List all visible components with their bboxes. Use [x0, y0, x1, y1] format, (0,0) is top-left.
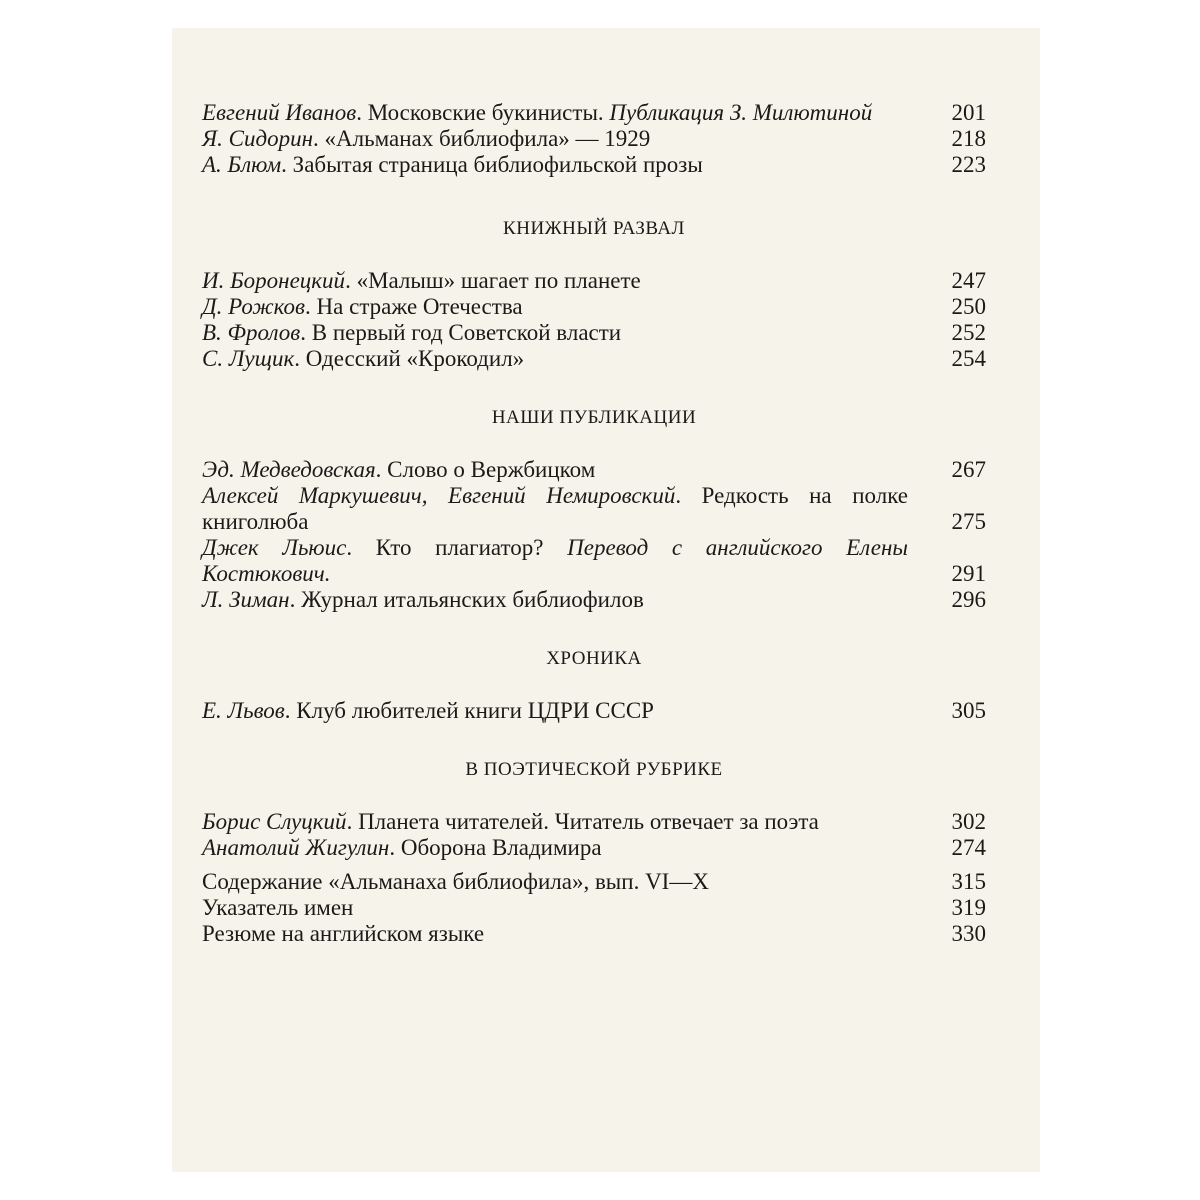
entry-author: Д. Рожков: [202, 294, 306, 319]
entry-title: Одесский «Крокодил»: [305, 346, 525, 371]
entry-page-number: 201: [951, 100, 986, 125]
entry-page-number: 267: [951, 457, 986, 482]
toc-entry: [202, 869, 986, 895]
toc-entry: И. Боронецкий. «Малыш» шагает по планете 247: [202, 268, 986, 293]
toc-entry: Л. Зиман. Журнал итальянских библиофилов 296: [202, 587, 986, 612]
entry-title: «Малыш» шагает по планете: [356, 268, 641, 293]
entry-author: И. Боронецкий: [202, 268, 346, 293]
entry-author: Е. Львов: [202, 698, 285, 723]
entry-page-number: 247: [951, 268, 986, 293]
entry-page-number: 274: [951, 835, 986, 860]
entry-title: Журнал итальянских библиофилов: [301, 587, 644, 612]
entry-author: Борис Слуцкий: [202, 809, 347, 834]
entry-title: Московские букинисты.: [367, 100, 604, 125]
entry-author: В. Фролов: [202, 320, 301, 345]
entry-page-number: 252: [951, 320, 986, 345]
entry-note: Перевод с английского Елены Костюкович.: [202, 535, 908, 586]
toc-entry: В. Фролов. В первый год Советской власти 252: [202, 320, 986, 345]
entry-author: Анатолий Жигулин: [202, 835, 390, 860]
entry-title: Указатель имен: [202, 895, 354, 920]
entry-title: На страже Отечества: [316, 294, 523, 319]
section-heading: НАШИ ПУБЛИКАЦИИ: [491, 407, 697, 428]
entry-page-number: 223: [951, 152, 986, 177]
entry-author: Джек Льюис: [202, 535, 347, 560]
toc-entry: [202, 895, 986, 921]
toc-entry: Эд. Медведовская. Слово о Вержбицком 267: [202, 457, 986, 482]
entry-page-number: 296: [951, 587, 986, 612]
toc-entry: Я. Сидорин. «Альманах библиофила» — 1929 218: [202, 126, 986, 151]
toc-entry: Алексей Маркушевич, Евгений Немировский. Редкость на полке книголюба 275: [202, 483, 986, 534]
section-heading: В ПОЭТИЧЕСКОЙ РУБРИКЕ: [465, 759, 723, 780]
entry-title: Редкость на полке книголюба: [202, 483, 908, 534]
entry-note: Публикация З. Милютиной: [609, 100, 873, 125]
entry-page-number: 319: [951, 895, 986, 920]
entry-author: Я. Сидорин: [202, 126, 314, 151]
entry-title: Резюме на английском языке: [202, 921, 485, 946]
entry-title: Слово о Вержбицком: [387, 457, 596, 482]
entry-page-number: 250: [951, 294, 986, 319]
entry-title: Кто плагиатор?: [375, 535, 544, 560]
entry-author: С. Лущик: [202, 346, 295, 371]
entry-title: «Альманах библиофила» — 1929: [324, 126, 651, 151]
entry-author: Эд. Медведовская: [202, 457, 376, 482]
entry-title: Оборона Владимира: [400, 835, 602, 860]
section-heading: КНИЖНЫЙ РАЗВАЛ: [503, 218, 685, 239]
entry-author: Л. Зиман: [202, 587, 290, 612]
toc-entry: Борис Слуцкий. Планета читателей. Читатель отвечает за поэта 302: [202, 809, 986, 834]
toc-entry: Евгений Иванов. Московские букинисты. Публикация З. Милютиной 201: [202, 100, 986, 125]
entry-page-number: 305: [951, 698, 986, 723]
toc-entry: Д. Рожков. На страже Отечества 250: [202, 294, 986, 319]
toc-entry: Анатолий Жигулин. Оборона Владимира 274: [202, 835, 986, 860]
entry-title: Планета читателей. Читатель отвечает за поэта: [358, 809, 819, 834]
toc-entry: А. Блюм. Забытая страница библиофильской прозы 223: [202, 152, 986, 177]
entry-page-number: 275: [951, 509, 986, 534]
entry-page-number: 254: [951, 346, 986, 371]
entry-page-number: 302: [951, 809, 986, 834]
book-page: [172, 28, 1040, 1172]
entry-author: Алексей Маркушевич, Евгений Немировский: [202, 483, 676, 508]
entry-title: Клуб любителей книги ЦДРИ СССР: [296, 698, 654, 723]
entry-title: Забытая страница библиофильской прозы: [292, 152, 703, 177]
entry-page-number: 315: [951, 869, 986, 894]
toc-entry: [202, 921, 986, 947]
entry-title: Содержание «Альманаха библиофила», вып. VI—X: [202, 869, 709, 894]
toc-entry: Е. Львов. Клуб любителей книги ЦДРИ СССР 305: [202, 698, 986, 723]
entry-title: В первый год Советской власти: [311, 320, 622, 345]
entry-author: А. Блюм: [202, 152, 282, 177]
entry-page-number: 330: [951, 921, 986, 946]
section-heading: ХРОНИКА: [546, 648, 642, 669]
toc-entry: С. Лущик. Одесский «Крокодил» 254: [202, 346, 986, 371]
toc-entry: Джек Льюис. Кто плагиатор? Перевод с английского Елены Костюкович. 291: [202, 535, 986, 586]
table-of-contents: [202, 100, 986, 947]
entry-author: Евгений Иванов: [202, 100, 357, 125]
entry-page-number: 218: [951, 126, 986, 151]
entry-page-number: 291: [951, 561, 986, 586]
